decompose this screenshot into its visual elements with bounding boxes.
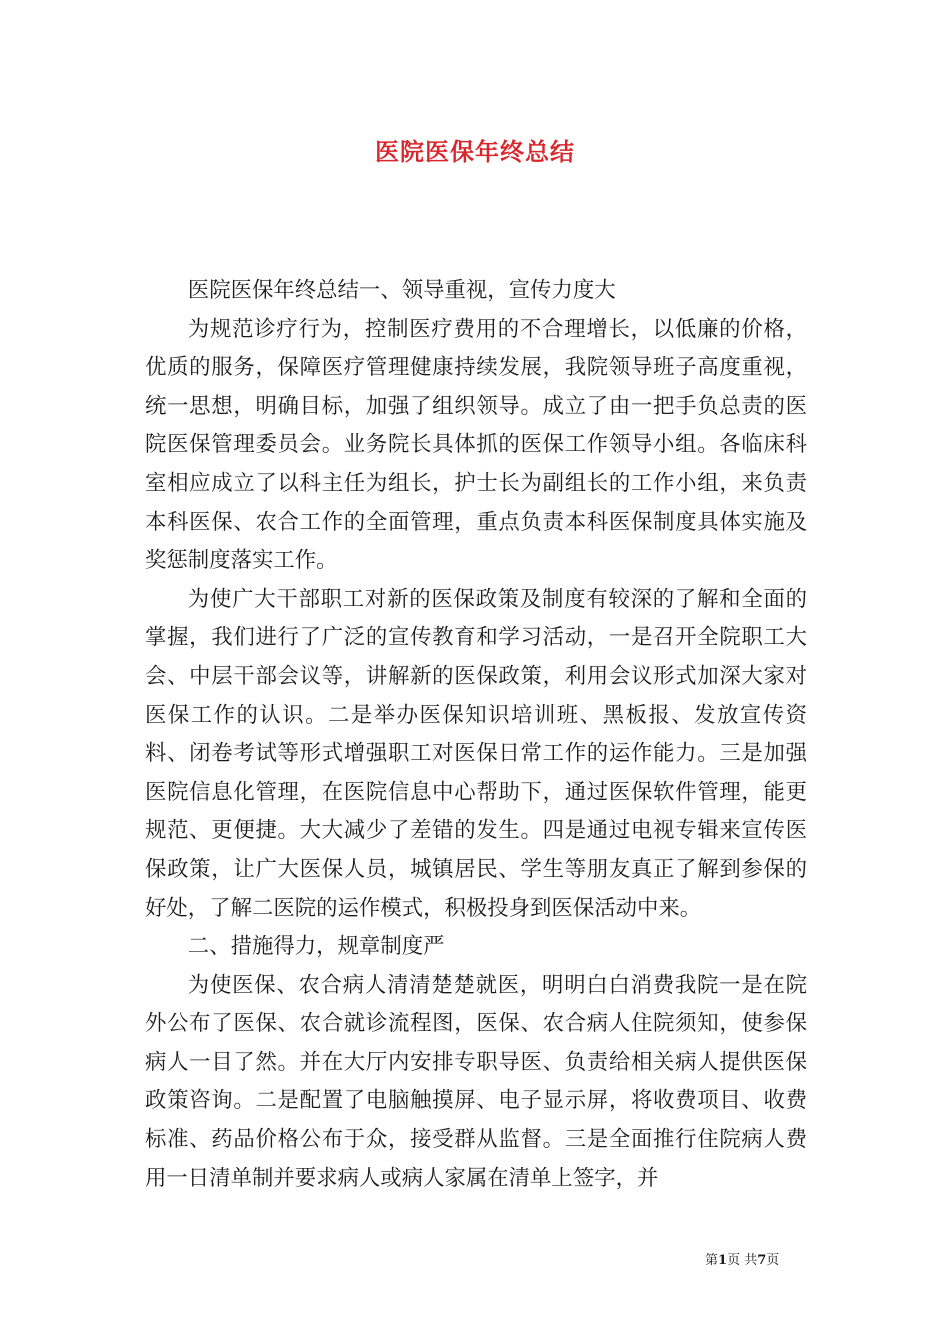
- footer-middle: 页 共: [727, 1253, 758, 1268]
- document-title: 医院医保年终总结: [375, 137, 575, 166]
- footer-prefix: 第: [705, 1253, 719, 1268]
- page-number-footer: [705, 1249, 815, 1268]
- paragraph-1: 为规范诊疗行为，控制医疗费用的不合理增长，以低廉的价格，优质的服务，保障医疗管理健康持续发展，我院领导班子高度重视，统一思想，明确目标，加强了组织领导。成立了由一把手负总责的医院医保管理委员会。业务院长具体抓的医保工作领导小组。各临床科室相应成立了以科主任为组长，护士长为副组长的工作小组，来负责本科医保、农合工作的全面管理，重点负责本科医保制度具体实施及奖惩制度落实工作。: [145, 316, 807, 574]
- document-body: [145, 272, 807, 1198]
- paragraph-2: 为使广大干部职工对新的医保政策及制度有较深的了解和全面的掌握，我们进行了广泛的宣传教育和学习活动，一是召开全院职工大会、中层干部会议等，讲解新的医保政策，利用会议形式加深大家对医保工作的认识。二是举办医保知识培训班、黑板报、发放宣传资料、闭卷考试等形式增强职工对医保日常工作的运作能力。三是加强医院信息化管理，在医院信息中心帮助下，通过医保软件管理，能更规范、更便捷。大大减少了差错的发生。四是通过电视专辑来宣传医保政策，让广大医保人员，城镇居民、学生等朋友真正了解到参保的好处，了解二医院的运作模式，积极投身到医保活动中来。: [145, 586, 807, 921]
- paragraph-3: 为使医保、农合病人清清楚楚就医，明明白白消费我院一是在院外公布了医保、农合就诊流程图，医保、农合病人住院须知，使参保病人一目了然。并在大厅内安排专职导医、负责给相关病人提供医保政策咨询。二是配置了电脑触摸屏、电子显示屏，将收费项目、收费标准、药品价格公布于众，接受群从监督。三是全面推行住院病人费用一日清单制并要求病人或病人家属在清单上签字，并: [145, 972, 807, 1191]
- footer-total-pages: 7: [757, 1253, 767, 1268]
- footer-current-page: 1: [718, 1253, 728, 1268]
- footer-suffix: 页: [766, 1253, 780, 1268]
- paragraph-heading-2: 二、措施得力，规章制度严: [187, 934, 445, 960]
- paragraph-heading-1: 医院医保年终总结一、领导重视，宣传力度大: [187, 278, 616, 303]
